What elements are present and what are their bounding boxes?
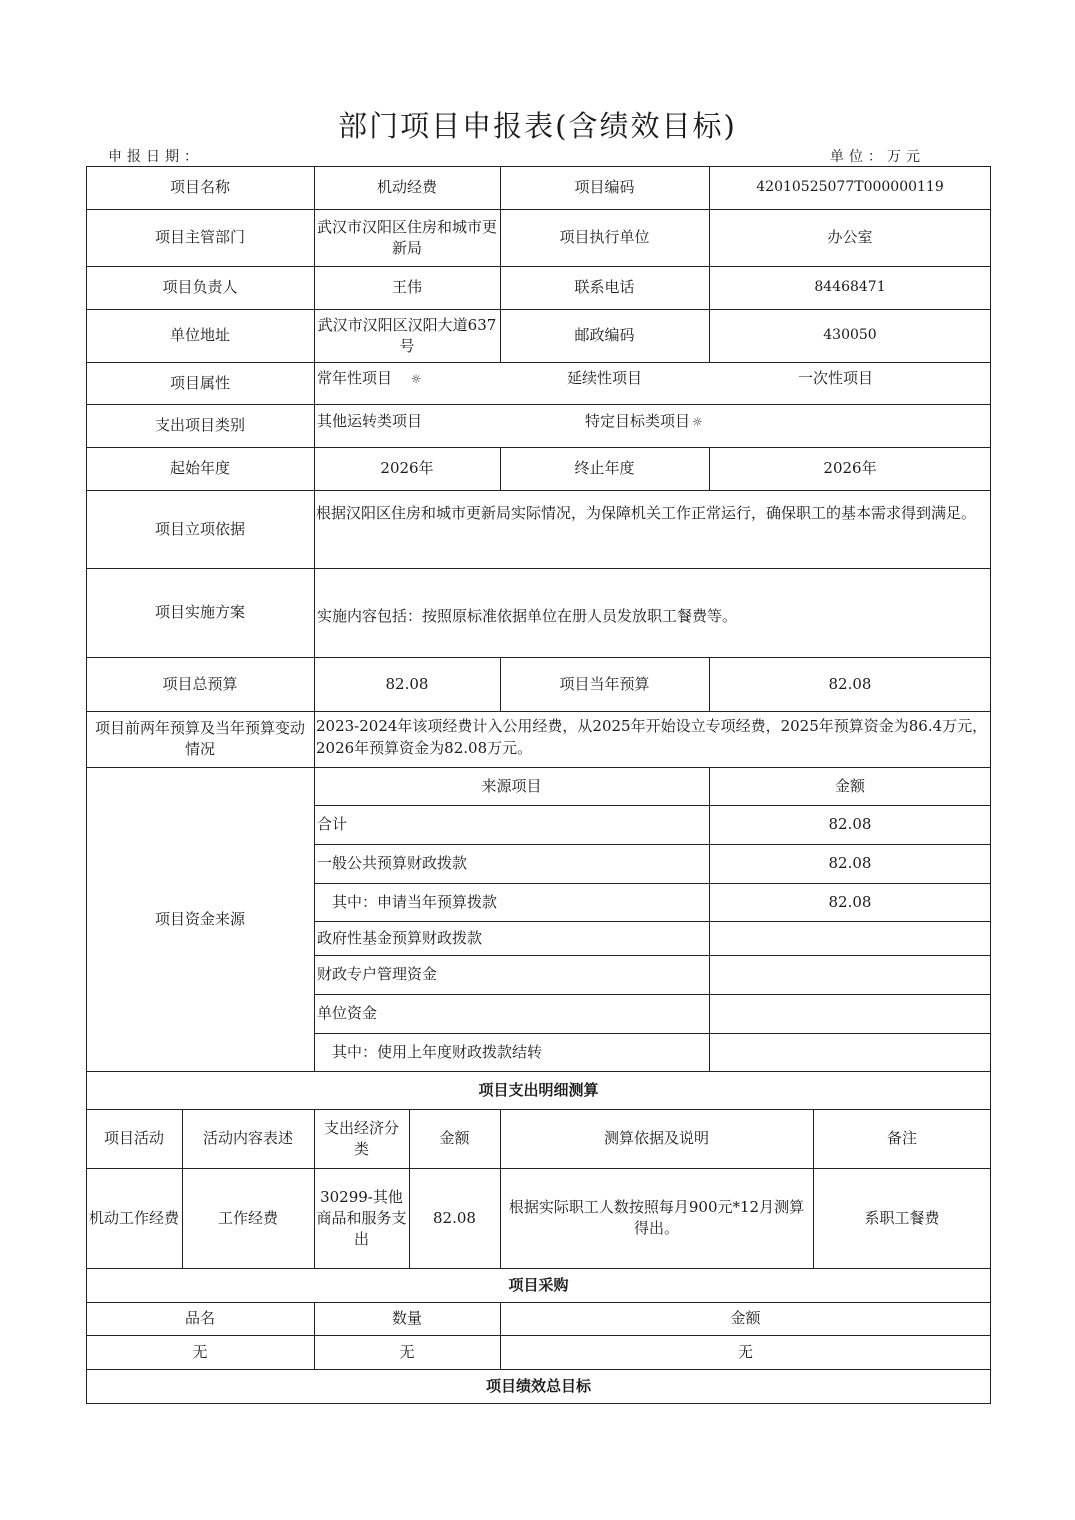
procurement-header-quantity: 数量 [391, 1309, 422, 1327]
expense-header-amount: 金额 [439, 1129, 470, 1147]
attribute-label: 项目属性 [169, 373, 230, 392]
owner-value: 王伟 [391, 278, 422, 296]
end-year-value: 2026年 [823, 459, 877, 477]
attribute-option-continuing[interactable]: 延续性项目 [567, 369, 643, 387]
selected-marker-icon: ☼ [410, 372, 422, 386]
procurement-row-item: 无 [192, 1342, 208, 1361]
expense-header-basis: 测算依据及说明 [603, 1129, 709, 1147]
year-budget-label: 项目当年预算 [559, 674, 650, 693]
funding-header-amount: 金额 [834, 776, 865, 795]
funding-row-amount: 82.08 [828, 815, 872, 833]
expense-header-description: 活动内容表述 [202, 1129, 293, 1147]
plan-value: 实施内容包括：按照原标准依据单位在册人员发放职工餐费等。 [317, 607, 738, 625]
expense-row-basis: 根据实际职工人数按照每月900元*12月测算得出。 [508, 1198, 805, 1237]
funding-row-amount: 82.08 [828, 892, 872, 911]
phone-value: 84468471 [814, 279, 886, 295]
category-option-specific[interactable] [585, 411, 703, 433]
funding-header-source: 来源项目 [481, 776, 542, 795]
funding-row-source: 一般公共预算财政拨款 [317, 854, 468, 872]
year-budget-value: 82.08 [828, 674, 872, 693]
funding-row-amount [709, 921, 991, 955]
expense-header-note: 备注 [886, 1129, 917, 1147]
project-name-label: 项目名称 [169, 178, 230, 196]
owner-label: 项目负责人 [162, 278, 238, 296]
procurement-header-amount: 金额 [730, 1309, 761, 1327]
funding-row-amount [709, 955, 991, 994]
document-title: 部门项目申报表(含绩效目标) [338, 109, 737, 143]
total-budget-value: 82.08 [385, 674, 429, 693]
category-label: 支出项目类别 [154, 416, 245, 434]
expense-row-econ-class: 30299-其他商品和服务支出 [316, 1187, 407, 1248]
expense-row-description: 工作经费 [217, 1208, 278, 1227]
dept-value: 武汉市汉阳区住房和城市更新局 [317, 217, 498, 257]
report-date-label: 申报日期： [108, 149, 203, 165]
funding-row-source: 其中：使用上年度财政拨款结转 [317, 1042, 543, 1061]
address-value: 武汉市汉阳区汉阳大道637号 [317, 315, 497, 355]
funding-row-source: 其中：申请当年预算拨款 [317, 892, 498, 911]
postcode-label: 邮政编码 [574, 326, 635, 344]
exec-unit-value: 办公室 [827, 228, 873, 246]
dept-label: 项目主管部门 [154, 228, 245, 246]
category-option-specific-label: 特定目标类项目 [585, 412, 691, 430]
basis-value: 根据汉阳区住房和城市更新局实际情况，为保障机关工作正常运行，确保职工的基本需求得到满足。 [316, 504, 977, 522]
expense-row-activity: 机动工作经费 [88, 1208, 179, 1227]
project-name-value: 机动经费 [376, 178, 437, 196]
funding-row-source: 政府性基金预算财政拨款 [317, 928, 483, 947]
phone-label: 联系电话 [574, 278, 635, 296]
funding-row-source: 合计 [317, 815, 348, 833]
attribute-option-one-time[interactable]: 一次性项目 [798, 369, 874, 387]
procurement-section-title: 项目采购 [508, 1275, 569, 1294]
address-label: 单位地址 [169, 326, 230, 344]
expense-row-amount: 82.08 [433, 1208, 476, 1227]
start-year-value: 2026年 [380, 459, 434, 477]
expense-header-econ-class: 支出经济分类 [324, 1118, 400, 1158]
project-code-label: 项目编码 [574, 178, 635, 196]
funding-row-source: 单位资金 [317, 1004, 378, 1022]
budget-change-label: 项目前两年预算及当年预算变动情况 [94, 719, 305, 758]
plan-label: 项目实施方案 [154, 603, 245, 621]
project-code-value: 42010525077T000000119 [756, 179, 944, 195]
postcode-value: 430050 [823, 327, 877, 343]
total-budget-label: 项目总预算 [162, 674, 238, 693]
attribute-option-regular-label: 常年性项目 [317, 369, 393, 387]
funding-row-amount: 82.08 [828, 854, 872, 872]
exec-unit-label: 项目执行单位 [559, 228, 650, 246]
selected-marker-icon: ☼ [692, 415, 703, 429]
funding-row-source: 财政专户管理资金 [317, 965, 438, 983]
unit-label: 单位：万元 [830, 149, 925, 165]
procurement-header-item: 品名 [184, 1309, 215, 1327]
start-year-label: 起始年度 [169, 459, 230, 477]
basis-label: 项目立项依据 [154, 519, 245, 538]
category-option-operating[interactable]: 其他运转类项目 [317, 412, 423, 430]
funding-row-amount [709, 1033, 991, 1071]
funding-row-amount [709, 994, 991, 1033]
performance-section-title: 项目绩效总目标 [485, 1377, 591, 1395]
expense-header-activity: 项目活动 [103, 1129, 164, 1147]
funding-label: 项目资金来源 [154, 909, 245, 928]
expense-row-note: 系职工餐费 [864, 1208, 940, 1227]
budget-change-value: 2023-2024年该项经费计入公用经费，从2025年开始设立专项经费，2025年预算资金为86.4万元，2026年预算资金为82.08万元。 [316, 717, 988, 757]
attribute-option-regular[interactable] [317, 368, 422, 390]
procurement-row-amount: 无 [737, 1342, 753, 1361]
end-year-label: 终止年度 [574, 459, 635, 477]
expense-detail-section-title: 项目支出明细测算 [478, 1080, 599, 1099]
procurement-row-quantity: 无 [399, 1342, 415, 1361]
